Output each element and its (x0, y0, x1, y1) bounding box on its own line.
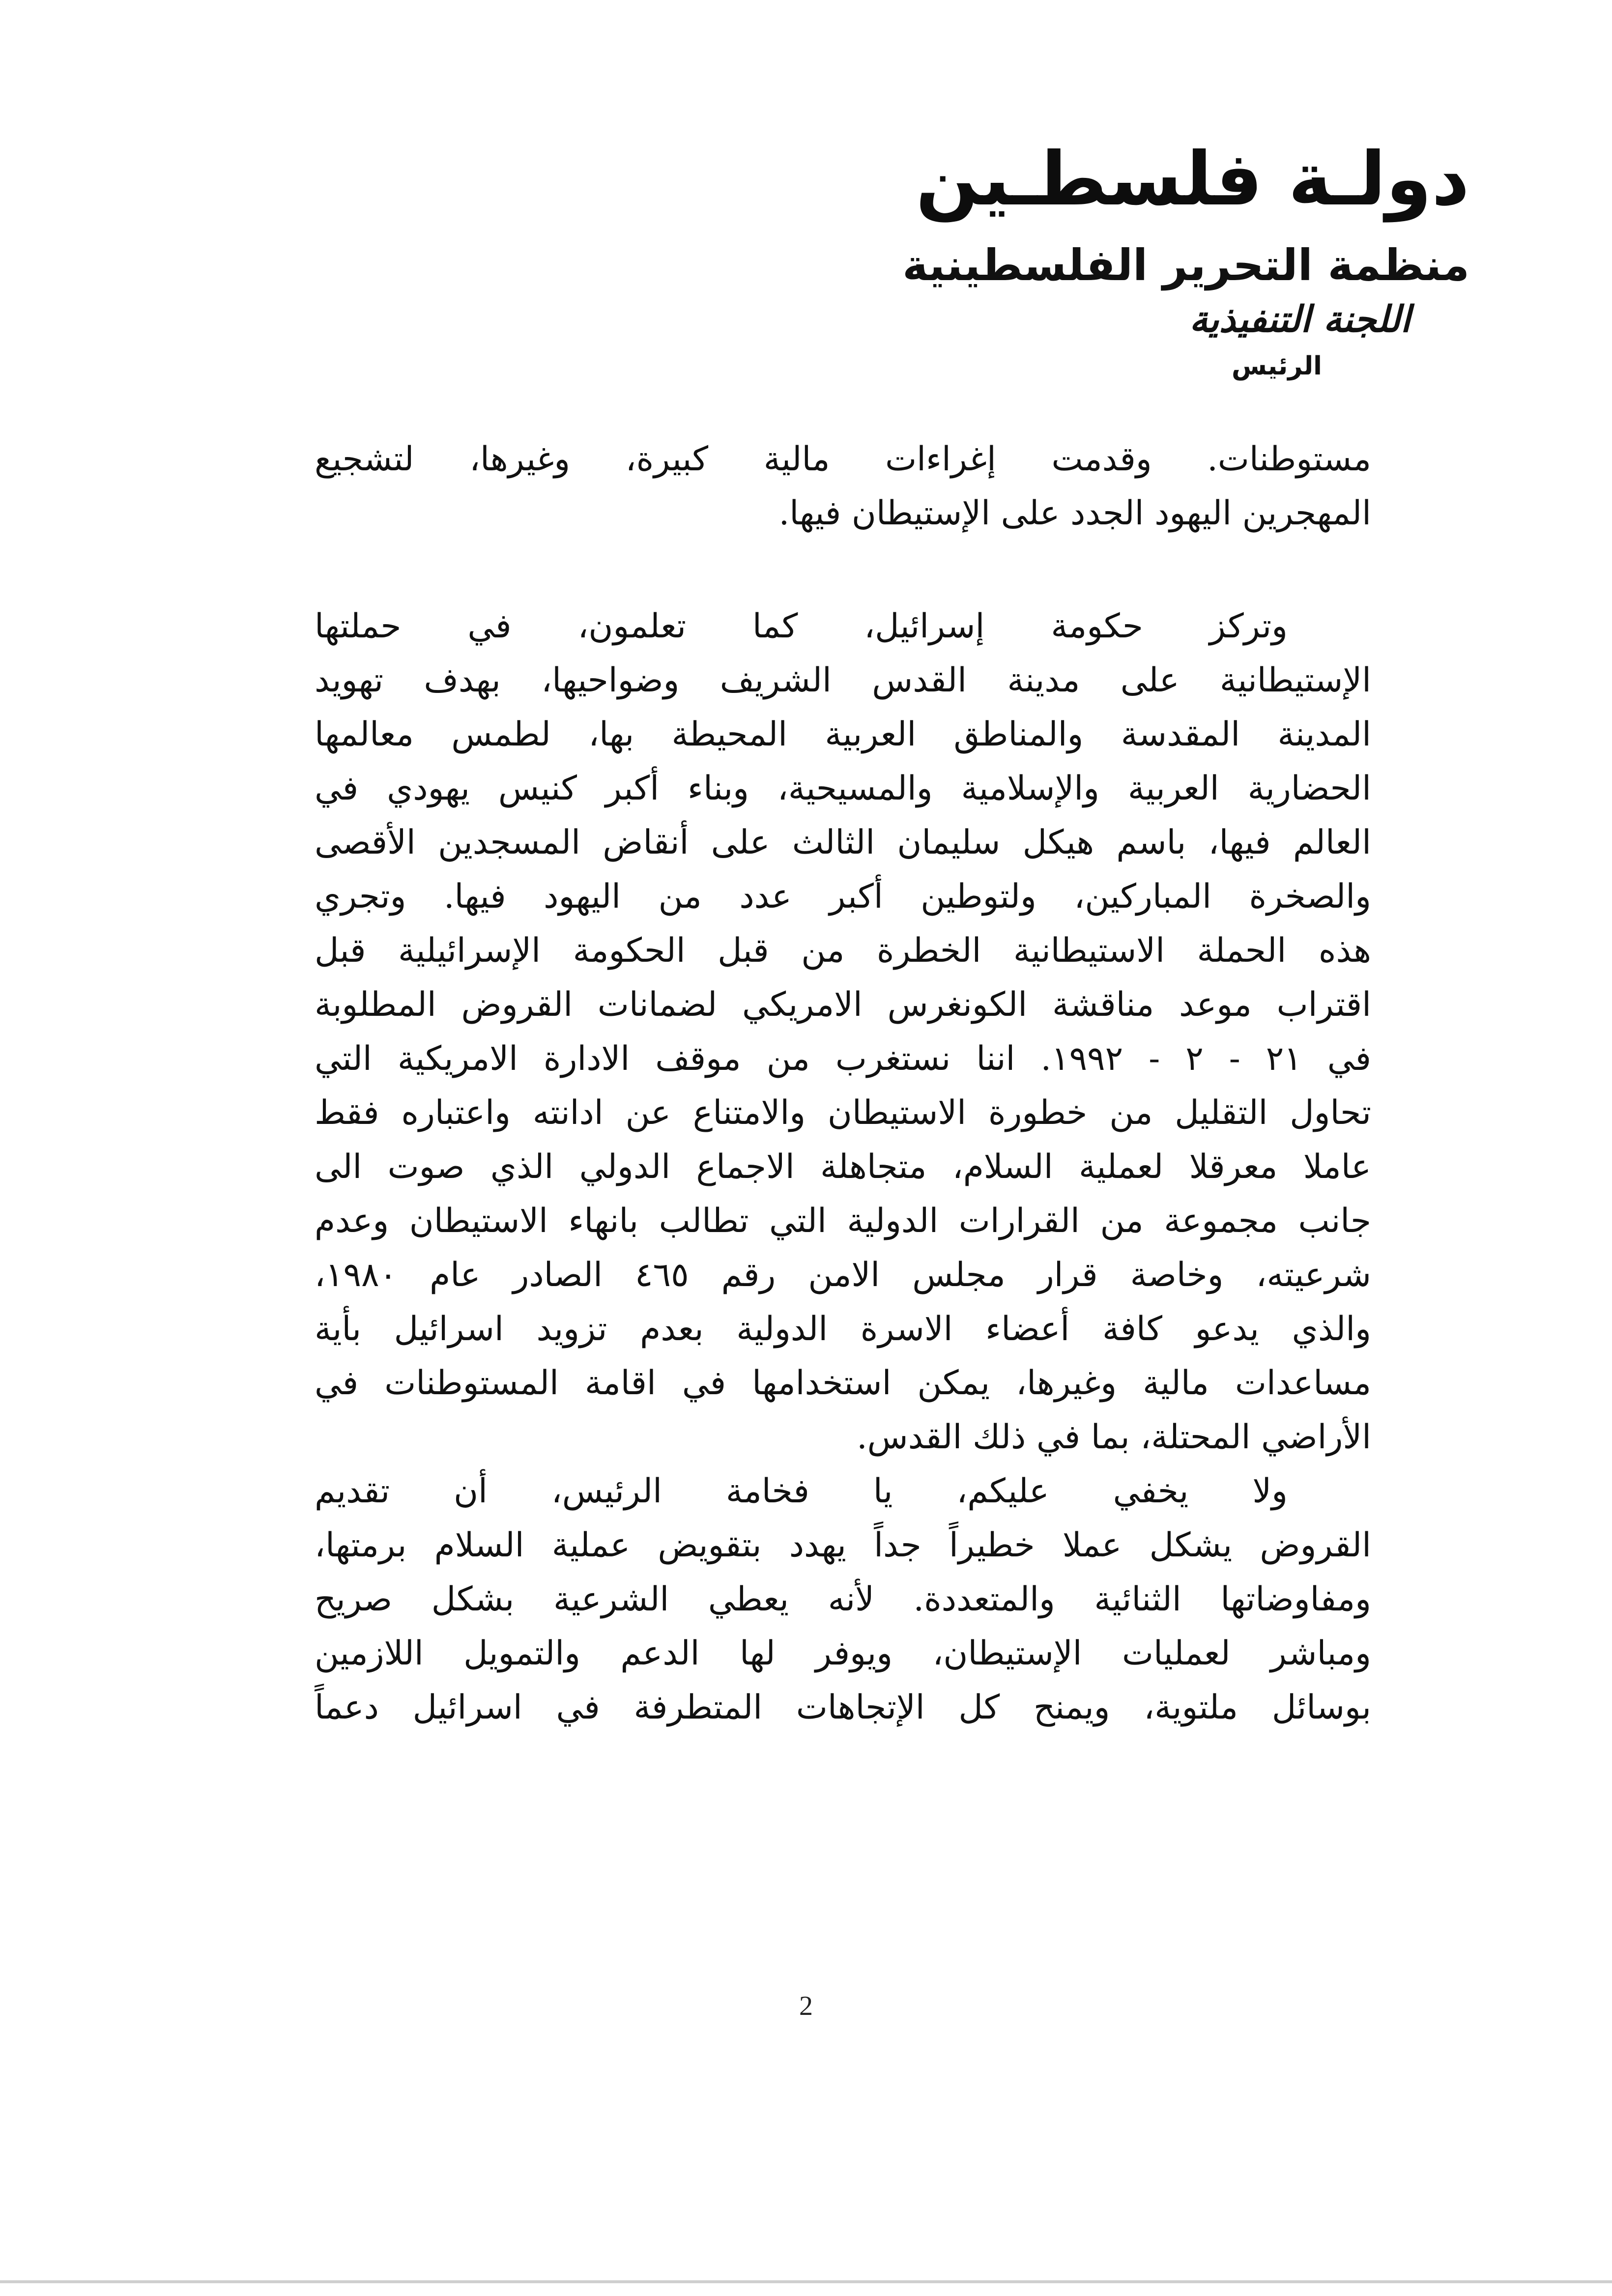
paragraph-spacer (315, 541, 1371, 600)
text-line: بوسائل ملتوية، ويمنح كل الإتجاهات المتطرفة في اسرائيل دعماً (315, 1688, 1371, 1727)
text-line: المدينة المقدسة والمناطق العربية المحيطة بها، لطمس معالمها (315, 715, 1371, 754)
text-line: عاملا معرقلا لعملية السلام، متجاهلة الاجماع الدولي الذي صوت الى (315, 1148, 1371, 1186)
letterhead-committee: اللجنة التنفيذية (1189, 298, 1410, 341)
text-line: ومفاوضاتها الثنائية والمتعددة. لأنه يعطي الشرعية بشكل صريح (315, 1580, 1371, 1619)
paragraph-2 (315, 600, 1371, 1464)
text-line: هذه الحملة الاستيطانية الخطرة من قبل الحكومة الإسرائيلية قبل (315, 931, 1371, 970)
letterhead-office: الرئيس (1232, 351, 1322, 381)
text-line: مستوطنات. وقدمت إغراءات مالية كبيرة، وغيرها، لتشجيع (315, 440, 1371, 479)
text-line: وتركز حكومة إسرائيل، كما تعلمون، في حملتها (315, 607, 1288, 646)
text-line: في ٢١ - ٢ - ١٩٩٢. اننا نستغرب من موقف الادارة الامريكية التي (315, 1039, 1371, 1078)
text-line: مساعدات مالية وغيرها، يمكن استخدامها في اقامة المستوطنات في (315, 1364, 1371, 1403)
scan-edge-divider (0, 2280, 1612, 2283)
text-line: ومباشر لعمليات الإستيطان، ويوفر لها الدعم والتمويل اللازمين (315, 1634, 1371, 1673)
text-line: اقتراب موعد مناقشة الكونغرس الامريكي لضمانات القروض المطلوبة (315, 985, 1371, 1024)
text-line: شرعيته، وخاصة قرار مجلس الامن رقم ٤٦٥ الصادر عام ١٩٨٠، (315, 1256, 1371, 1294)
text-line: الحضارية العربية والإسلامية والمسيحية، وبناء أكبر كنيس يهودي في (315, 769, 1371, 808)
letterhead-organization: منظمة التحرير الفلسطينية (902, 240, 1469, 290)
letterhead-state-name: دولـة فلسطـين (916, 137, 1469, 222)
paragraph-1 (315, 432, 1371, 541)
text-line: ولا يخفي عليكم، يا فخامة الرئيس، أن تقديم (315, 1472, 1288, 1511)
text-line: جانب مجموعة من القرارات الدولية التي تطالب بانهاء الاستيطان وعدم (315, 1202, 1371, 1240)
letter-body (315, 432, 1371, 1735)
text-line: والصخرة المباركين، ولتوطين أكبر عدد من اليهود فيها. وتجري (315, 877, 1371, 916)
text-line: الأراضي المحتلة، بما في ذلك القدس. (857, 1418, 1371, 1457)
text-line: تحاول التقليل من خطورة الاستيطان والامتناع عن ادانته واعتباره فقط (315, 1093, 1371, 1132)
paragraph-3 (315, 1464, 1371, 1735)
text-line: العالم فيها، باسم هيكل سليمان الثالث على أنقاض المسجدين الأقصى (315, 823, 1371, 862)
text-line: المهجرين اليهود الجدد على الإستيطان فيها. (778, 494, 1371, 533)
text-line: الإستيطانية على مدينة القدس الشريف وضواحيها، بهدف تهويد (315, 661, 1371, 700)
text-line: القروض يشكل عملا خطيراً جداً يهدد بتقويض عملية السلام برمتها، (315, 1526, 1371, 1565)
letterhead (781, 133, 1469, 388)
text-line: والذي يدعو كافة أعضاء الاسرة الدولية بعدم تزويد اسرائيل بأية (315, 1310, 1371, 1349)
page-number: 2 (799, 1991, 813, 2021)
